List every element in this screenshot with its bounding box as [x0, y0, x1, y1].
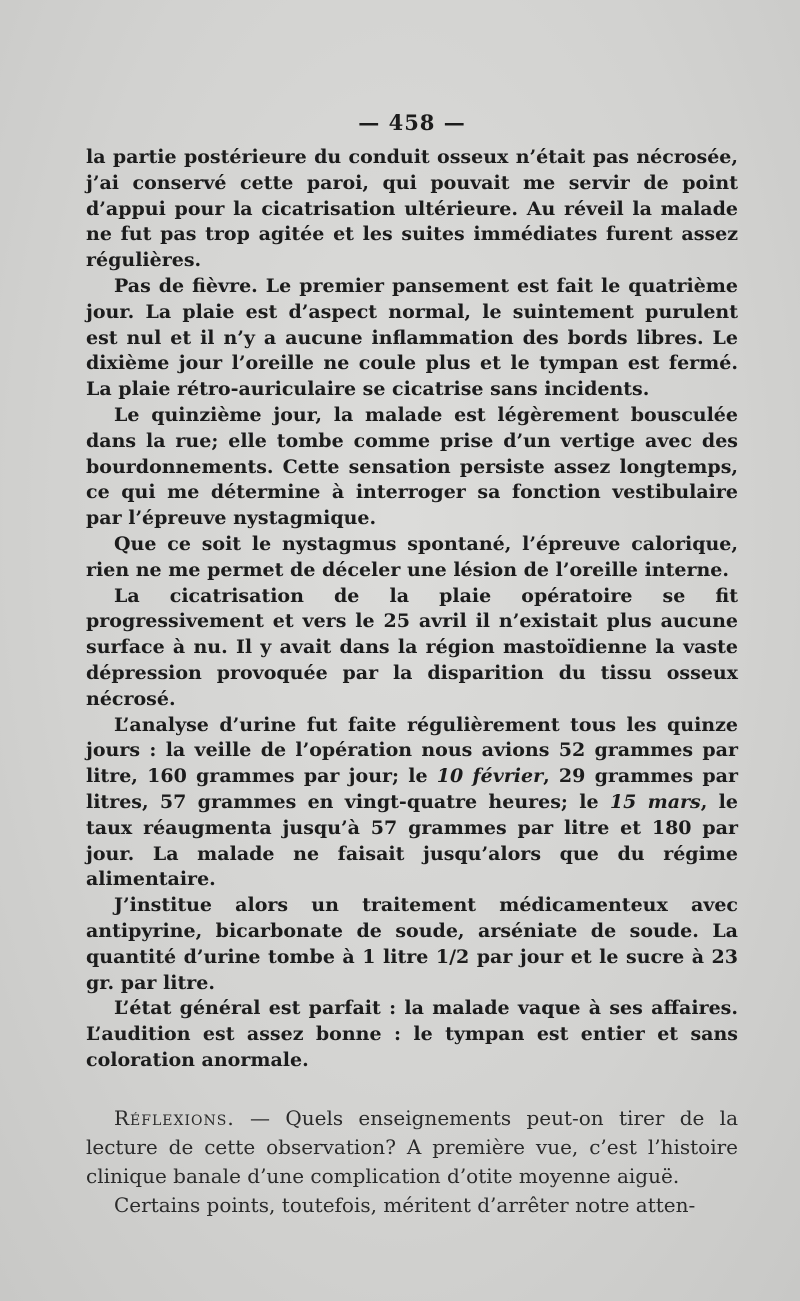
paragraph-6-part-2: , 29 grammes par litres, 57 grammes en vingt-quatre heures; le [86, 765, 739, 813]
paragraph-7: J’institue alors un traitement médicamenteux avec antipyrine, bicarbonate de soude, arséniate de soude. La quantité d’urine tombe à 1 litre 1/2 par jour et le sucre à 23 gr. par litre. [86, 894, 738, 994]
paragraph-2: Pas de fièvre. Le premier pansement est fait le quatrième jour. La plaie est d’aspect normal, le suintement purulent est nul et il n’y a aucune inflammation des bords libres. Le dixième jour l’oreille ne coule plus et le tympan est fermé. La plaie rétro-auriculaire se cicatrise sans incidents. [86, 274, 738, 401]
paragraph-6-part-1: L’analyse d’urine fut faite régulièrement tous les quinze jours : la veille de l’opération nous avions 52 grammes par litre, 160 grammes par jour; le [86, 713, 738, 788]
paragraph-5: La cicatrisation de la plaie opératoire se fit progressivement et vers le 25 avril il n’existait plus aucune surface à nu. Il y avait dans la région mastoïdienne la vaste dépression provoquée par la disparition du tissu osseux nécrosé. [86, 584, 738, 710]
paragraph-6-part-3: , le taux réaugmenta jusqu’à 57 grammes par litre et 180 par jour. La malade ne faisait jusqu’alors que du régime alimentaire. [86, 790, 738, 891]
date-february: 10 février [436, 765, 544, 788]
paragraph-3: Le quinzième jour, la malade est légèrement bousculée dans la rue; elle tombe comme prise d’un vertige avec des bourdonnements. Cette sensation persiste assez longtemps, ce qui me détermine à interroger sa fonction vestibulaire par l’épreuve nystagmique. [86, 403, 738, 530]
page-number: — 458 — [358, 110, 466, 135]
book-page [86, 110, 738, 1220]
paragraph-4: Que ce soit le nystagmus spontané, l’épreuve calorique, rien ne me permet de déceler une lésion de l’oreille interne. [86, 532, 738, 581]
reflexions-text: — Quels enseignements peut-on tirer de la lecture de cette observation? A première vue, c’est l’histoire clinique banale d’une complication d’otite moyenne aiguë. [86, 1105, 738, 1188]
date-march: 15 mars [609, 790, 701, 813]
reflexions-heading: Réflexions. [114, 1105, 235, 1130]
paragraph-6 [86, 713, 738, 894]
paragraph-1: la partie postérieure du conduit osseux n’était pas nécrosée, j’ai conservé cette paroi, qui pouvait me servir de point d’appui pour la cicatrisation ultérieure. Au réveil la malade ne fut pas trop agitée et les suites immédiates furent assez régulières. [86, 146, 738, 272]
last-paragraph: Certains points, toutefois, méritent d’arrêter notre atten- [114, 1192, 696, 1217]
paragraph-8: L’état général est parfait : la malade vaque à ses affaires. L’audition est assez bonne : le tympan est entier et sans coloration anormale. [86, 997, 738, 1071]
section-gap [86, 1074, 738, 1104]
reflexions-paragraph [86, 1104, 738, 1191]
